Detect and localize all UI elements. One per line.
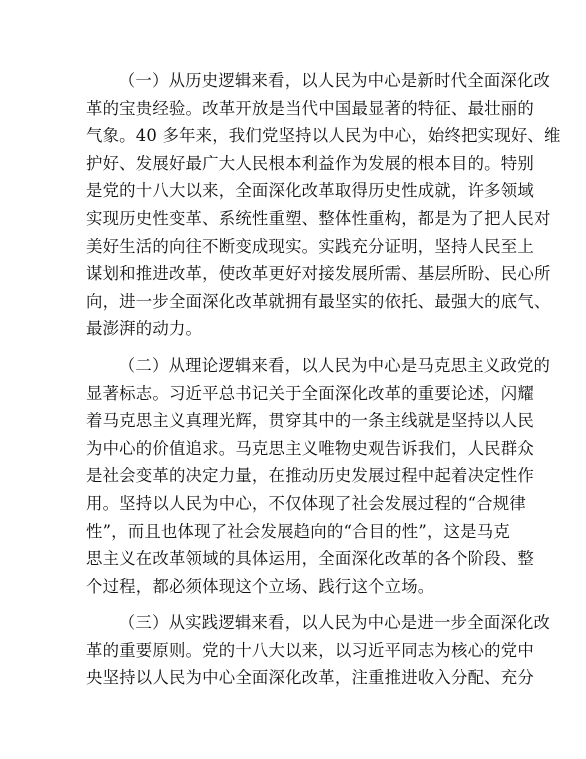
text-line: 实现历史性变革、系统性重塑、整体性重构，都是为了把人民对 xyxy=(86,208,551,228)
text-line: 护好、发展好最广大人民根本利益作为发展的根本目的。特别 xyxy=(86,153,534,173)
text-line: 是党的十八大以来，全面深化改革取得历史性成就，许多领域 xyxy=(86,181,534,201)
text-line: （二）从理论逻辑来看，以人民为中心是马克思主义政党的 xyxy=(118,355,551,375)
text-line: 思主义在改革领域的具体运用，全面深化改革的各个阶段、整 xyxy=(86,549,534,569)
text-line: 性”，而且也体现了社会发展趋向的“合目的性”，这是马克 xyxy=(86,521,510,541)
paragraph-practical-logic xyxy=(86,609,551,692)
text-line: 革的宝贵经验。改革开放是当代中国最显著的特征、最壮丽的 xyxy=(86,98,534,118)
text-line: 革的重要原则。党的十八大以来，以习近平同志为核心的党中 xyxy=(86,640,534,660)
text-line: 着马克思主义真理光辉，贯穿其中的一条主线就是坚持以人民 xyxy=(86,411,534,431)
text-line: （三）从实践逻辑来看，以人民为中心是进一步全面深化改 xyxy=(118,613,551,633)
text-line: 美好生活的向往不断变成现实。实践充分证明，坚持人民至上 xyxy=(86,236,534,256)
paragraph-historical-logic xyxy=(86,67,561,343)
paragraph-theoretical-logic xyxy=(86,352,551,600)
text-line: 气象。40 多年来，我们党坚持以人民为中心，始终把实现好、维 xyxy=(86,126,561,146)
text-line: （一）从历史逻辑来看，以人民为中心是新时代全面深化改 xyxy=(118,71,551,90)
text-line: 显著标志。习近平总书记关于全面深化改革的重要论述，闪耀 xyxy=(86,383,534,403)
text-line: 向，进一步全面深化改革就拥有最坚实的依托、最强大的底气、 xyxy=(86,291,551,311)
text-line: 央坚持以人民为中心全面深化改革，注重推进收入分配、充分 xyxy=(86,668,534,688)
text-line: 用。坚持以人民为中心，不仅体现了社会发展过程的“合规律 xyxy=(86,493,526,513)
text-line: 最澎湃的动力。 xyxy=(86,319,203,339)
text-line: 谋划和推进改革，使改革更好对接发展所需、基层所盼、民心所 xyxy=(86,264,551,284)
text-line: 个过程，都必须体现这个立场、践行这个立场。 xyxy=(86,576,435,596)
text-line: 为中心的价值追求。马克思主义唯物史观告诉我们，人民群众 xyxy=(86,438,534,458)
text-line: 是社会变革的决定力量，在推动历史发展过程中起着决定性作 xyxy=(86,466,534,486)
